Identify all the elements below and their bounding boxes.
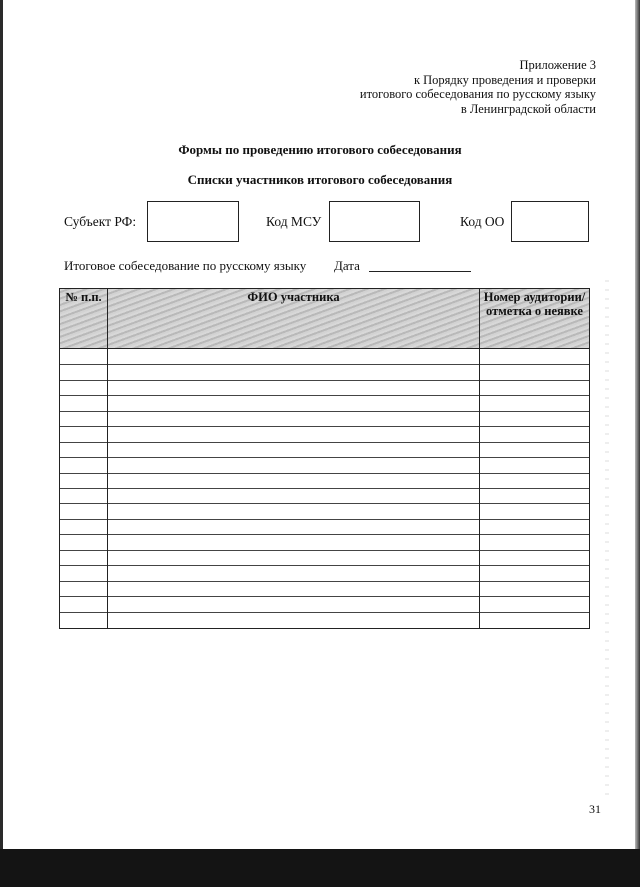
table-row[interactable] <box>60 412 589 427</box>
header-number: № п.п. <box>65 290 102 304</box>
appendix-line-3: итогового собеседования по русскому языку <box>359 87 596 101</box>
table-row[interactable] <box>60 597 589 612</box>
table-row[interactable] <box>60 551 589 566</box>
table-row[interactable] <box>60 582 589 597</box>
subject-label: Субъект РФ: <box>64 214 137 229</box>
table-row[interactable] <box>60 396 589 411</box>
header-room: Номер аудитории/ отметка о неявке <box>483 290 586 318</box>
exam-description: Итоговое собеседование по русскому языку <box>64 258 307 273</box>
table-row[interactable] <box>60 458 589 473</box>
table-body <box>60 350 589 628</box>
table-row[interactable] <box>60 365 589 380</box>
column-divider <box>479 289 480 628</box>
table-row[interactable] <box>60 381 589 396</box>
page-number: 31 <box>589 802 601 816</box>
date-field[interactable] <box>369 271 471 272</box>
table-row[interactable] <box>60 443 589 458</box>
table-row[interactable] <box>60 474 589 489</box>
appendix-line-4: в Ленинградской области <box>460 101 596 116</box>
table-row[interactable] <box>60 504 589 519</box>
scan-left-edge <box>0 0 3 850</box>
table-row[interactable] <box>60 427 589 442</box>
table-row[interactable] <box>60 489 589 504</box>
oo-label: Код ОО <box>460 214 505 229</box>
column-divider <box>107 289 108 628</box>
oo-code-field[interactable] <box>511 201 589 242</box>
document-subtitle: Списки участников итогового собеседования <box>187 172 453 187</box>
appendix-line-1: Приложение 3 <box>519 58 596 72</box>
table-header <box>60 289 589 349</box>
participants-table <box>59 288 590 629</box>
table-row[interactable] <box>60 613 589 628</box>
scan-right-edge <box>635 0 640 850</box>
scan-bottom-band <box>0 849 640 887</box>
date-label: Дата <box>334 258 360 273</box>
table-row[interactable] <box>60 350 589 365</box>
scan-noise <box>605 280 609 800</box>
table-row[interactable] <box>60 520 589 535</box>
header-full-name: ФИО участника <box>247 290 340 304</box>
appendix-line-2: к Порядку проведения и проверки <box>413 72 596 87</box>
subject-field[interactable] <box>147 201 239 242</box>
table-row[interactable] <box>60 535 589 550</box>
table-row[interactable] <box>60 566 589 581</box>
msu-label: Код МСУ <box>266 214 322 229</box>
msu-code-field[interactable] <box>329 201 420 242</box>
appendix-note <box>276 58 596 116</box>
document-title: Формы по проведению итогового собеседования <box>178 142 462 157</box>
